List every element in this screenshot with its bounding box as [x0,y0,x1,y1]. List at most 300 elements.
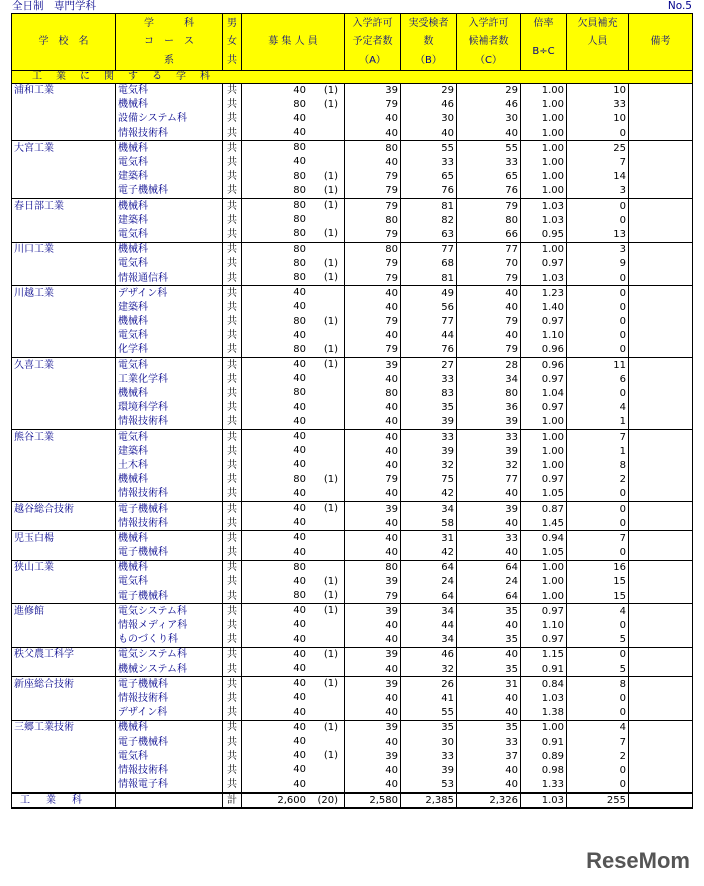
sex-cell: 共 [223,83,242,98]
vacancy-cell: 4 [567,720,629,735]
remarks-cell [629,720,693,735]
sex-cell: 共 [223,763,242,777]
sex-cell: 共 [223,358,242,373]
admit-cell: 80 [345,242,401,257]
vacancy-cell: 3 [567,242,629,257]
admit-cell: 39 [345,604,401,619]
recruit-cell: 80 (1) [242,589,345,604]
cand-cell: 37 [457,749,521,763]
ratio-cell: 0.94 [521,531,567,546]
ratio-cell: 1.00 [521,83,567,98]
ratio-cell: 1.03 [521,271,567,286]
school-name: 新座総合技術 [12,677,116,692]
sex-cell: 共 [223,560,242,575]
admit-cell: 79 [345,315,401,329]
ratio-cell: 1.00 [521,575,567,589]
recruit-cell: 40 [242,401,345,415]
vacancy-cell: 0 [567,300,629,314]
cand-cell: 66 [457,227,521,242]
table-row [12,677,693,692]
table-row [12,720,693,735]
exam-cell: 39 [401,415,457,430]
table-row [12,286,693,301]
school-name: 三郷工業技術 [12,720,116,735]
admit-cell: 39 [345,647,401,662]
exam-cell: 39 [401,763,457,777]
exam-cell: 29 [401,83,457,98]
recruit-cell: 40 (1) [242,749,345,763]
course-name: 電気システム科 [116,647,223,662]
course-name: 情報技術科 [116,763,223,777]
admit-cell: 40 [345,487,401,502]
ratio-cell: 0.96 [521,358,567,373]
admit-cell: 40 [345,444,401,458]
vacancy-cell: 0 [567,546,629,561]
remarks-cell [629,372,693,386]
cand-cell: 40 [457,691,521,705]
school-name: 児玉白楊 [12,531,116,546]
col-sex-1: 男 [223,14,242,33]
total-row [12,793,693,808]
cand-cell: 40 [457,286,521,301]
category-row: 工業に関する学科 [12,70,693,83]
col-vac-1: 欠員補充 [567,14,629,33]
table-row [12,83,693,98]
course-name: 機械科 [116,531,223,546]
school-name-empty [12,444,116,458]
vacancy-cell: 11 [567,358,629,373]
recruit-cell: 40 (1) [242,677,345,692]
recruit-cell: 40 [242,155,345,169]
remarks-cell [629,401,693,415]
admit-cell: 39 [345,501,401,516]
recruit-cell: 40 (1) [242,83,345,98]
table-row [12,662,693,677]
remarks-cell [629,444,693,458]
remarks-cell [629,662,693,677]
sex-cell: 共 [223,329,242,343]
remarks-cell [629,358,693,373]
table-row [12,141,693,156]
recruit-cell: 80 [242,560,345,575]
cand-cell: 40 [457,300,521,314]
course-name: 化学科 [116,343,223,358]
exam-cell: 77 [401,242,457,257]
admit-cell: 40 [345,618,401,632]
admit-cell: 79 [345,589,401,604]
course-name: 電気科 [116,358,223,373]
recruit-cell: 40 [242,735,345,749]
ratio-cell: 0.91 [521,735,567,749]
recruit-cell: 80 (1) [242,473,345,487]
cand-cell: 80 [457,213,521,227]
total-exam: 2,385 [401,793,457,808]
exam-cell: 42 [401,546,457,561]
vacancy-cell: 0 [567,213,629,227]
table-row [12,343,693,358]
course-name: 電気科 [116,257,223,271]
admit-cell: 79 [345,199,401,214]
exam-cell: 33 [401,430,457,445]
course-name: 機械科 [116,473,223,487]
table-row [12,386,693,400]
ratio-cell: 1.10 [521,618,567,632]
admit-cell: 39 [345,83,401,98]
remarks-cell [629,329,693,343]
remarks-cell [629,531,693,546]
sex-cell: 共 [223,126,242,141]
course-name: 工業化学科 [116,372,223,386]
exam-cell: 30 [401,735,457,749]
sex-cell: 共 [223,155,242,169]
col-course-3: 系 [116,51,223,70]
exam-cell: 75 [401,473,457,487]
remarks-cell [629,343,693,358]
course-name: 機械システム科 [116,662,223,677]
vacancy-cell: 3 [567,184,629,199]
recruit-cell: 80 (1) [242,257,345,271]
recruit-cell: 40 (1) [242,720,345,735]
total-cand: 2,326 [457,793,521,808]
ratio-cell: 0.84 [521,677,567,692]
remarks-cell [629,706,693,721]
course-name: 情報技術科 [116,487,223,502]
vacancy-cell: 15 [567,589,629,604]
admit-cell: 79 [345,473,401,487]
admit-cell: 40 [345,633,401,648]
vacancy-cell: 0 [567,763,629,777]
sex-cell: 共 [223,257,242,271]
exam-cell: 39 [401,444,457,458]
table-row [12,458,693,472]
cand-cell: 40 [457,647,521,662]
course-name: 土木科 [116,458,223,472]
exam-cell: 77 [401,315,457,329]
course-name: ものづくり科 [116,633,223,648]
admit-cell: 40 [345,531,401,546]
sex-cell: 共 [223,575,242,589]
col-cand-3: （C） [457,51,521,70]
cand-cell: 24 [457,575,521,589]
school-name: 久喜工業 [12,358,116,373]
vacancy-cell: 0 [567,706,629,721]
recruit-cell: 80 (1) [242,315,345,329]
school-name-empty [12,401,116,415]
school-name-empty [12,329,116,343]
table-row [12,560,693,575]
cand-cell: 79 [457,343,521,358]
sex-cell: 共 [223,141,242,156]
ratio-cell: 0.95 [521,227,567,242]
admit-cell: 80 [345,560,401,575]
remarks-cell [629,141,693,156]
exam-cell: 55 [401,706,457,721]
col-cand-2: 候補者数 [457,33,521,52]
admit-cell: 39 [345,358,401,373]
course-name: 機械科 [116,315,223,329]
course-name: 設備システム科 [116,112,223,126]
ratio-cell: 1.00 [521,170,567,184]
exam-cell: 33 [401,749,457,763]
admit-cell: 40 [345,778,401,793]
remarks-cell [629,155,693,169]
cand-cell: 79 [457,271,521,286]
ratio-cell: 1.05 [521,546,567,561]
ratio-cell: 0.98 [521,763,567,777]
recruit-cell: 40 (1) [242,575,345,589]
vacancy-cell: 13 [567,227,629,242]
cand-cell: 40 [457,516,521,531]
col-admit-2: 予定者数 [345,33,401,52]
course-name: 電子機械科 [116,501,223,516]
total-ratio: 1.03 [521,793,567,808]
table-row [12,372,693,386]
sex-cell: 共 [223,487,242,502]
exam-cell: 58 [401,516,457,531]
cand-cell: 55 [457,141,521,156]
recruit-cell: 80 (1) [242,170,345,184]
table-row [12,242,693,257]
sex-cell: 共 [223,372,242,386]
admit-cell: 40 [345,112,401,126]
exam-cell: 44 [401,329,457,343]
exam-cell: 64 [401,560,457,575]
cand-cell: 33 [457,155,521,169]
table-row [12,647,693,662]
remarks-cell [629,300,693,314]
admit-cell: 79 [345,271,401,286]
table-row [12,170,693,184]
sex-cell: 共 [223,170,242,184]
vacancy-cell: 0 [567,501,629,516]
remarks-cell [629,415,693,430]
exam-cell: 34 [401,604,457,619]
admit-cell: 79 [345,170,401,184]
exam-cell: 24 [401,575,457,589]
cand-cell: 80 [457,386,521,400]
table-row [12,271,693,286]
recruit-cell: 40 (1) [242,501,345,516]
exam-cell: 64 [401,589,457,604]
sex-cell: 共 [223,604,242,619]
ratio-cell: 1.00 [521,155,567,169]
sex-cell: 共 [223,706,242,721]
col-exam-2: 数 [401,33,457,52]
vacancy-cell: 0 [567,329,629,343]
ratio-cell: 1.00 [521,444,567,458]
vacancy-cell: 6 [567,372,629,386]
remarks-cell [629,763,693,777]
school-name-empty [12,271,116,286]
course-name: 機械科 [116,242,223,257]
recruit-cell: 40 [242,112,345,126]
course-name: 電子機械科 [116,184,223,199]
table-row [12,415,693,430]
vacancy-cell: 0 [567,647,629,662]
sex-cell: 共 [223,98,242,112]
cand-cell: 28 [457,358,521,373]
cand-cell: 35 [457,662,521,677]
sex-cell: 共 [223,242,242,257]
cand-cell: 40 [457,487,521,502]
recruit-cell: 40 [242,618,345,632]
table-row [12,691,693,705]
table-row [12,473,693,487]
school-name-empty [12,315,116,329]
recruit-cell: 80 (1) [242,343,345,358]
admit-cell: 80 [345,141,401,156]
admit-cell: 40 [345,546,401,561]
ratio-cell: 1.03 [521,691,567,705]
col-admit-3: （A） [345,51,401,70]
cand-cell: 77 [457,242,521,257]
course-name: 情報技術科 [116,516,223,531]
course-name: デザイン科 [116,286,223,301]
remarks-cell [629,487,693,502]
exam-cell: 33 [401,155,457,169]
remarks-cell [629,501,693,516]
cand-cell: 46 [457,98,521,112]
ratio-cell: 1.00 [521,112,567,126]
recruit-cell: 40 [242,763,345,777]
admit-cell: 79 [345,98,401,112]
col-cand-1: 入学許可 [457,14,521,33]
total-vac: 255 [567,793,629,808]
school-name: 越谷総合技術 [12,501,116,516]
total-recruit: 2,600 (20) [242,793,345,808]
remarks-cell [629,112,693,126]
recruit-cell: 40 [242,531,345,546]
school-name-empty [12,691,116,705]
course-name: 情報技術科 [116,126,223,141]
table-row [12,618,693,632]
admit-cell: 40 [345,735,401,749]
table-row [12,315,693,329]
table-row [12,778,693,793]
remarks-cell [629,430,693,445]
table-row [12,749,693,763]
exam-cell: 34 [401,633,457,648]
vacancy-cell: 7 [567,155,629,169]
vacancy-cell: 16 [567,560,629,575]
cand-cell: 39 [457,444,521,458]
vacancy-cell: 8 [567,458,629,472]
course-name: 機械科 [116,720,223,735]
table-row [12,487,693,502]
remarks-cell [629,778,693,793]
vacancy-cell: 7 [567,531,629,546]
sex-cell: 共 [223,662,242,677]
admit-cell: 40 [345,430,401,445]
admit-cell: 39 [345,677,401,692]
table-row [12,300,693,314]
school-name-empty [12,458,116,472]
vacancy-cell: 0 [567,778,629,793]
table-row [12,575,693,589]
course-name: 情報電子科 [116,778,223,793]
school-name: 川越工業 [12,286,116,301]
remarks-cell [629,170,693,184]
recruit-cell: 40 [242,286,345,301]
col-course-2: コ ー ス [116,33,223,52]
col-recruit: 募 集 人 員 [242,14,345,71]
ratio-cell: 1.05 [521,487,567,502]
table-row [12,112,693,126]
admit-cell: 40 [345,372,401,386]
school-name: 大宮工業 [12,141,116,156]
table-row [12,531,693,546]
sex-cell: 共 [223,749,242,763]
cand-cell: 36 [457,401,521,415]
sex-cell: 共 [223,444,242,458]
exam-cell: 44 [401,618,457,632]
table-row [12,589,693,604]
vacancy-cell: 0 [567,487,629,502]
vacancy-cell: 1 [567,444,629,458]
course-name: 電気科 [116,430,223,445]
recruit-cell: 80 [242,213,345,227]
sex-cell: 共 [223,647,242,662]
sex-cell: 共 [223,735,242,749]
exam-cell: 32 [401,458,457,472]
school-name-empty [12,662,116,677]
cand-cell: 40 [457,329,521,343]
course-name: 機械科 [116,199,223,214]
table-row [12,184,693,199]
school-name-empty [12,155,116,169]
cand-cell: 29 [457,83,521,98]
ratio-cell: 1.00 [521,589,567,604]
col-sex-3: 共 [223,51,242,70]
remarks-cell [629,735,693,749]
remarks-cell [629,126,693,141]
exam-cell: 55 [401,141,457,156]
recruit-cell: 40 [242,516,345,531]
recruit-cell: 40 [242,415,345,430]
ratio-cell: 0.97 [521,315,567,329]
vacancy-cell: 10 [567,83,629,98]
cand-cell: 40 [457,706,521,721]
vacancy-cell: 8 [567,677,629,692]
course-name: 電子機械科 [116,677,223,692]
col-exam-3: （B） [401,51,457,70]
vacancy-cell: 2 [567,749,629,763]
vacancy-cell: 0 [567,315,629,329]
ratio-cell: 1.38 [521,706,567,721]
school-name-empty [12,343,116,358]
recruit-cell: 40 [242,329,345,343]
school-name-empty [12,575,116,589]
cand-cell: 31 [457,677,521,692]
admit-cell: 40 [345,286,401,301]
col-vac-2: 人員 [567,33,629,52]
recruit-cell: 40 [242,458,345,472]
school-name-empty [12,184,116,199]
col-sex-2: 女 [223,33,242,52]
recruit-cell: 40 [242,300,345,314]
ratio-cell: 1.33 [521,778,567,793]
table-row [12,401,693,415]
ratio-cell: 1.10 [521,329,567,343]
remarks-cell [629,604,693,619]
ratio-cell: 1.00 [521,560,567,575]
col-school: 学 校 名 [12,14,116,71]
vacancy-cell: 0 [567,286,629,301]
remarks-cell [629,691,693,705]
vacancy-cell: 10 [567,112,629,126]
vacancy-cell: 0 [567,126,629,141]
recruit-cell: 80 (1) [242,184,345,199]
